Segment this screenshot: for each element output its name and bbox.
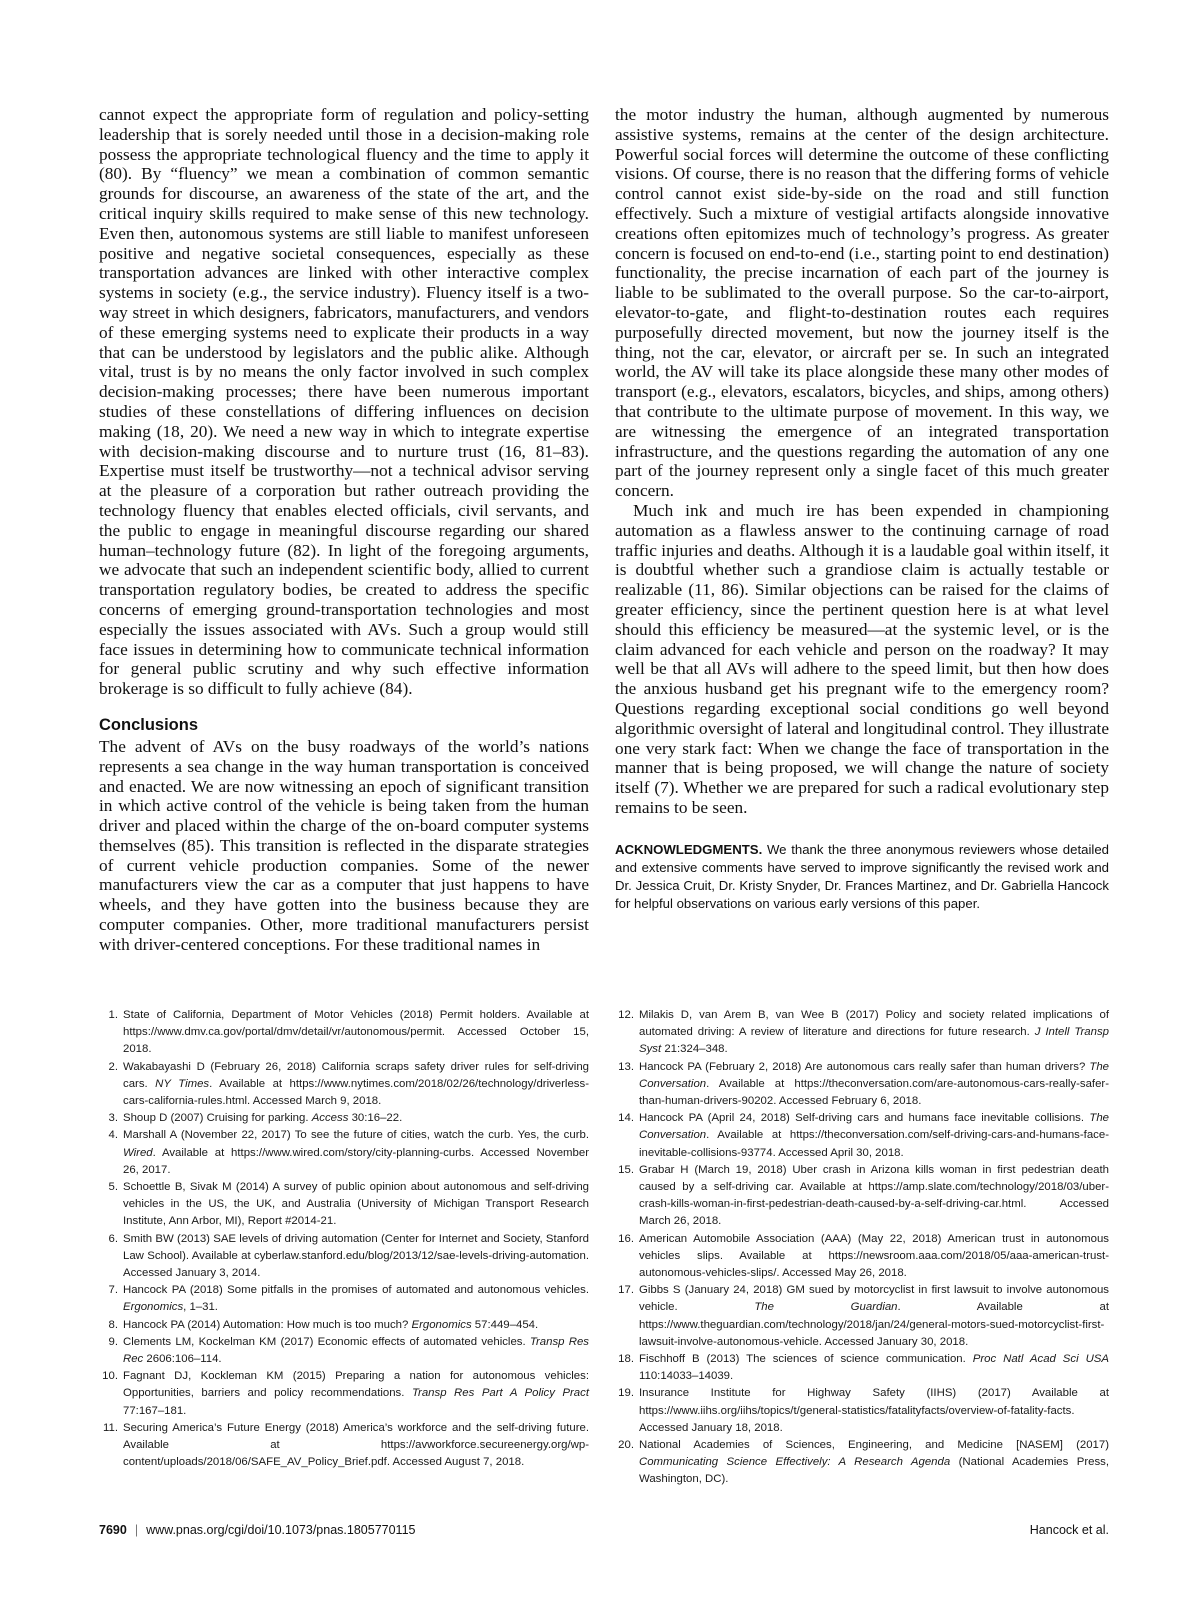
body-paragraph: Much ink and much ire has been expended in championing automation as a flawless answer to the continuing carnage of road traffic injuries and deaths. Although it is a laudable goal within itself, it is doubtful whether such a grandiose claim is actually testable or realizable (11, 86). Similar objections can be raised for the claims of greater efficiency, since the pertinent question here is at what level should this efficiency be measured—at the systemic level, or is the claim advanced for each vehicle and person on the roadway? It may well be that all AVs will adhere to the speed limit, but then how does the anxious husband get his pregnant wife to the emergency room? Questions regarding exceptional social conditions go well beyond algorithmic oversight of lateral and longitudinal control. They illustrate one very stark fact: When we change the face of transportation in the manner that is being proposed, we will change the nature of society itself (7). Whether we are prepared for such a radical evolutionary step remains to be seen. (615, 500, 1109, 817)
reference-item (99, 1059, 589, 1111)
reference-text: Hancock PA (April 24, 2018) Self-driving cars and humans face inevitable collisions. (639, 1112, 1090, 1125)
reference-journal: The Conversation (639, 1060, 1109, 1090)
reference-number: 20. (618, 1439, 634, 1452)
reference-text: 57:449–454. (471, 1318, 539, 1331)
reference-journal: Proc Natl Acad Sci USA (972, 1353, 1109, 1366)
reference-journal: The Guardian (754, 1301, 898, 1314)
reference-item (99, 1231, 589, 1283)
reference-text: . Available at https://www.nytimes.com/2018/02/26/technology/driverless-cars-california-rules.html. Accessed March 9, 2018. (123, 1077, 589, 1108)
reference-number: 5. (108, 1181, 118, 1194)
footer-separator: | (134, 1523, 139, 1537)
reference-text: Clements LM, Kockelman KM (2017) Economic effects of automated vehicles. (123, 1335, 530, 1348)
reference-item (615, 1351, 1109, 1385)
reference-number: 19. (618, 1387, 634, 1400)
reference-item (99, 1282, 589, 1316)
reference-text: State of California, Department of Motor Vehicles (2018) Permit holders. Available at https://www.dmv.ca.gov/portal/dmv/detail/vr/autonomous/permit. Accessed October 15, 2018. (123, 1009, 589, 1056)
reference-text: 30:16–22. (348, 1112, 403, 1125)
reference-text: Wakabayashi D (February 26, 2018) California scraps safety driver rules for self-driving cars. (123, 1060, 589, 1090)
doi-link[interactable]: www.pnas.org/cgi/doi/10.1073/pnas.1805770115 (146, 1523, 416, 1537)
reference-number: 8. (108, 1318, 118, 1331)
reference-item (99, 1007, 589, 1059)
reference-text: Hancock PA (February 2, 2018) Are autonomous cars really safer than human drivers? (639, 1060, 1090, 1073)
footer-authors: Hancock et al. (1029, 1523, 1109, 1537)
reference-journal: Ergonomics (411, 1318, 472, 1331)
reference-text: 21:324–348. (661, 1043, 728, 1056)
reference-item (99, 1420, 589, 1472)
reference-journal: Wired (123, 1146, 153, 1159)
reference-item (99, 1317, 589, 1334)
body-paragraph: The advent of AVs on the busy roadways of the world’s nations represents a sea change in the way human transportation is conceived and enacted. We are now witnessing an epoch of significant transition in which active control of the vehicle is being taken from the human driver and placed within the charge of the on-board computer systems themselves (85). This transition is reflected in the disparate strategies of current vehicle production companies. Some of the newer manufacturers view the car as a computer that just happens to have wheels, and they have gotten into the business because they are computer companies. Other, more traditional manufacturers persist with driver-centered conceptions. For these traditional names in (99, 736, 589, 954)
reference-text: Fagnant DJ, Kockleman KM (2015) Preparing a nation for autonomous vehicles: Opportunities, barriers and policy recommendations. (123, 1370, 589, 1400)
reference-number: 3. (108, 1112, 118, 1125)
reference-item (615, 1162, 1109, 1231)
reference-item (615, 1110, 1109, 1162)
reference-number: 14. (618, 1112, 634, 1125)
reference-journal: J Intell Transp Syst (639, 1026, 1109, 1056)
reference-number: 6. (108, 1232, 118, 1245)
acknowledgments (615, 841, 1109, 913)
reference-number: 1. (108, 1009, 118, 1021)
reference-text: Gibbs S (January 24, 2018) GM sued by motorcyclist in first lawsuit to involve autonomous vehicle. (639, 1284, 1109, 1314)
reference-number: 2. (108, 1060, 118, 1073)
reference-journal: Ergonomics (123, 1301, 184, 1314)
reference-number: 13. (618, 1060, 634, 1073)
reference-text: 2606:106–114. (143, 1353, 222, 1366)
reference-item (615, 1059, 1109, 1111)
reference-number: 18. (618, 1353, 634, 1366)
reference-number: 11. (103, 1421, 118, 1434)
reference-text: Marshall A (November 22, 2017) To see the future of cities, watch the curb. Yes, the curb. (123, 1129, 589, 1142)
reference-text: Shoup D (2007) Cruising for parking. (123, 1112, 312, 1125)
reference-text: . Available at https://theconversation.com/self-driving-cars-and-humans-face-inevitable-collisions-93774. Accessed April 30, 2018. (639, 1129, 1109, 1159)
reference-text: . Available at https://www.wired.com/story/city-planning-curbs. Accessed November 26, 2017. (123, 1146, 589, 1176)
reference-journal: Transp Res Part A Policy Pract (411, 1387, 589, 1400)
reference-number: 15. (618, 1163, 634, 1176)
reference-text: Securing America’s Future Energy (2018) America’s workforce and the self-driving future. Available at https://avworkforce.secureenergy.org/wp-content/uploads/2018/06/SAFE_AV_Policy_Brief.pdf. Accessed August 7, 2018. (123, 1421, 589, 1469)
right-text-column (615, 105, 1109, 913)
reference-item (615, 1385, 1109, 1437)
reference-text: 110:14033–14039. (639, 1370, 734, 1383)
reference-item (99, 1334, 589, 1368)
references-right (615, 1007, 1109, 1489)
reference-journal: The Conversation (639, 1112, 1109, 1142)
reference-text: Insurance Institute for Highway Safety (IIHS) (2017) Available at https://www.iihs.org/iihs/topics/t/general-statistics/fatalityfacts/overview-of-fatality-facts. Accessed January 18, 2018. (639, 1387, 1109, 1434)
reference-text: Grabar H (March 19, 2018) Uber crash in Arizona kills woman in first pedestrian death caused by a self-driving car. Available at https://amp.slate.com/technology/2018/03/uber-crash-kills-woman-in-first-pedestrian-death-caused-by-a-self-driving-car.html. Accessed March 26, 2018. (639, 1163, 1109, 1228)
conclusions-heading: Conclusions (99, 715, 199, 734)
reference-item (99, 1368, 589, 1420)
acknowledgments-heading: ACKNOWLEDGMENTS. (615, 841, 763, 857)
reference-item (615, 1231, 1109, 1283)
page-number: 7690 (99, 1523, 127, 1537)
reference-text: Hancock PA (2014) Automation: How much is too much? (123, 1318, 412, 1331)
reference-item (615, 1007, 1109, 1059)
reference-journal: NY Times (155, 1077, 210, 1090)
reference-journal: Transp Res Rec (123, 1335, 589, 1366)
reference-text: American Automobile Association (AAA) (May 22, 2018) American trust in autonomous vehicles slips. Available at https://newsroom.aaa.com/2018/05/aaa-american-trust-autonomous-vehicles-slips/. Accessed May 26, 2018. (639, 1232, 1109, 1280)
reference-journal: Access (311, 1112, 349, 1125)
reference-item (99, 1179, 589, 1231)
reference-text: Milakis D, van Arem B, van Wee B (2017) Policy and society related implications of automated driving: A review of literature and directions for future research. (639, 1009, 1109, 1039)
reference-journal: Communicating Science Effectively: A Research Agenda (639, 1456, 951, 1469)
reference-text: , 1–31. (183, 1301, 218, 1314)
footer-left (99, 1523, 415, 1537)
reference-text: . Available at https://www.theguardian.com/technology/2018/jan/24/general-motors-sued-motorcyclist-first-lawsuit-involve-autonomous-vehicle. Accessed January 30, 2018. (639, 1301, 1109, 1348)
reference-number: 12. (618, 1009, 634, 1021)
reference-item (615, 1437, 1109, 1489)
reference-text: Fischhoff B (2013) The sciences of science communication. (639, 1353, 973, 1366)
reference-number: 10. (102, 1370, 118, 1383)
reference-number: 17. (618, 1284, 634, 1297)
reference-number: 16. (618, 1232, 634, 1245)
reference-text: (National Academies Press, Washington, DC). (639, 1456, 1110, 1486)
reference-number: 4. (108, 1129, 118, 1142)
reference-number: 7. (108, 1284, 118, 1297)
body-paragraph: the motor industry the human, although augmented by numerous assistive systems, remains at the center of the design architecture. Powerful social forces will determine the outcome of these conflicting visions. Of course, there is no reason that the differing forms of vehicle control cannot exist side-by-side on the road and still function effectively. Such a mixture of vestigial artifacts alongside innovative creations often epitomizes much of technology’s progress. As greater concern is focused on end-to-end (i.e., starting point to end destination) functionality, the precise incarnation of each part of the journey is liable to be sublimated to the overall purpose. So the car-to-airport, elevator-to-gate, and flight-to-destination routes each requires purposefully directed movement, but now the journey itself is the thing, not the car, elevator, or aircraft per se. In such an integrated world, the AV will take its place alongside these many other modes of transport (e.g., elevators, escalators, bicycles, and ships, among others) that contribute to the ultimate purpose of movement. In this way, we are witnessing the emergence of an integrated transportation infrastructure, and the questions regarding the automation of any one part of the journey represent only a single facet of this much greater concern. (615, 105, 1109, 501)
reference-item (99, 1110, 589, 1127)
reference-item (615, 1282, 1109, 1351)
reference-number: 9. (108, 1335, 118, 1348)
reference-text: . Available at https://theconversation.com/are-autonomous-cars-really-safer-than-human-drivers-90202. Accessed February 6, 2018. (639, 1077, 1109, 1108)
reference-item (99, 1127, 589, 1179)
reference-text: Hancock PA (2018) Some pitfalls in the promises of automated and autonomous vehicles. (123, 1284, 589, 1297)
body-paragraph: cannot expect the appropriate form of regulation and policy-setting leadership that is sorely needed until those in a decision-making role possess the appropriate technological fluency and the time to apply it (80). By “fluency” we mean a combination of common semantic grounds for discourse, an awareness of the state of the art, and the critical inquiry skills required to make sense of this new technology. Even then, autonomous systems are still liable to manifest unforeseen positive and negative societal consequences, especially as these transportation advances are linked with other interactive complex systems in society (e.g., the service industry). Fluency itself is a two-way street in which designers, fabricators, manufacturers, and vendors of these emerging systems need to explicate their products in a way that can be understood by legislators and the public alike. Although vital, trust is by no means the only factor involved in such complex decision-making processes; there have been numerous important studies of these constellations of differing influences on decision making (18, 20). We need a new way in which to integrate expertise with decision-making discourse and to nurture trust (16, 81–83). Expertise must itself be trustworthy—not a technical advisor serving at the pleasure of a corporation but rather outreach providing the technology fluency that enables elected officials, civil servants, and the public to engage in meaningful discourse regarding our shared human–technology future (82). In light of the foregoing arguments, we advocate that such an independent scientific body, allied to current transportation regulatory bodies, be created to address the specific concerns of emerging ground-transportation technologies and most especially the issues associated with AVs. Such a group would still face issues in determining how to communicate technical information for general public scrutiny and why such effective information brokerage is so difficult to fully achieve (84). (99, 105, 589, 699)
acknowledgments-text: We thank the three anonymous reviewers whose detailed and extensive comments have served to improve significantly the revised work and Dr. Jessica Cruit, Dr. Kristy Snyder, Dr. Frances Martinez, and Dr. Gabriella Hancock for helpful observations on various early versions of this paper. (615, 841, 1109, 911)
reference-text: 77:167–181. (123, 1404, 187, 1417)
left-text-column (99, 105, 589, 955)
references-left (99, 1007, 589, 1471)
reference-text: National Academies of Sciences, Engineering, and Medicine [NASEM] (2017) (639, 1439, 1109, 1452)
reference-text: Schoettle B, Sivak M (2014) A survey of public opinion about autonomous and self-driving vehicles in the US, the UK, and Australia (University of Michigan Transport Research Institute, Ann Arbor, MI), Report #2014-21. (123, 1181, 589, 1228)
reference-text: Smith BW (2013) SAE levels of driving automation (Center for Internet and Society, Stanford Law School). Available at cyberlaw.stanford.edu/blog/2013/12/sae-levels-driving-automation. Accessed January 3, 2014. (123, 1232, 589, 1280)
